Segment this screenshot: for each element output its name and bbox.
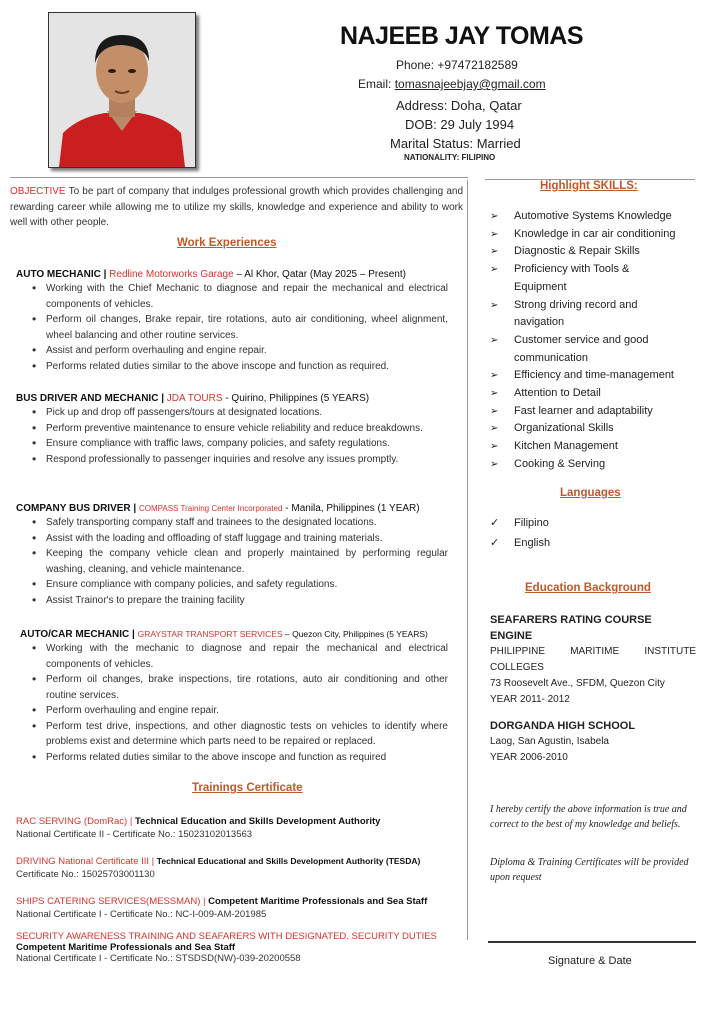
job-bullets (20, 641, 448, 765)
list-item: ➢ Automotive Systems Knowledge (490, 208, 700, 226)
objective-label: OBJECTIVE (10, 186, 66, 197)
skills-title: Highlight SKILLS: (540, 180, 638, 192)
list-item: • Working with the mechanic to diagnose and repair the mechanical and electrical components of vehicles. (32, 641, 448, 672)
list-item: ➢ Cooking & Serving (490, 456, 700, 474)
school-name: DORGANDA HIGH SCHOOL (490, 720, 636, 732)
diploma-note: Diploma & Training Certificates will be provided upon request (490, 857, 689, 883)
training-4: SECURITY AWARENESS TRAINING AND SEAFARERS WITH DESIGNATED. SECURITY DUTIES Competent Maritime Professionals and Sea Staff National Certificate I - Certificate No.: STSDSD(NW)-039-20200558 (16, 931, 437, 964)
list-item: ➢ Strong driving record and navigation (490, 297, 664, 332)
school-name: SEAFARERS RATING COURSE ENGINE (490, 614, 652, 642)
candidate-name: NAJEEB JAY TOMAS (340, 22, 584, 50)
job-title: AUTO MECHANIC | Redline Motorworks Garage – Al Khor, Qatar (May 2025 – Present) (16, 269, 406, 280)
list-item: ➢ Customer service and good communication (490, 332, 674, 367)
job-title: AUTO/CAR MECHANIC | GRAYSTAR TRANSPORT SERVICES – Quezon City, Philippines (5 YEARS) (20, 629, 428, 640)
profile-photo (48, 12, 196, 168)
training-1: RAC SERVING (DomRac) | Technical Education and Skills Development Authority National Certificate II - Certificate No.: 15023102013563 (16, 816, 381, 840)
email-label: Email: (358, 77, 395, 91)
column-divider (467, 180, 468, 940)
list-item: • Ensure compliance with company policies, and safety regulations. (32, 577, 448, 593)
list-item: • Perform oil changes, brake inspections, tire rotations, auto air conditioning and other routine services. (32, 672, 448, 703)
list-item: ➢ Kitchen Management (490, 438, 700, 456)
list-item: • Performs related duties similar to the above inscope and function as required (32, 750, 448, 766)
job-1 (16, 269, 448, 374)
list-item: ➢ Attention to Detail (490, 385, 700, 403)
list-item: ➢ Knowledge in car air conditioning (490, 226, 700, 244)
training-3: SHIPS CATERING SERVICES(MESSMAN) | Competent Maritime Professionals and Sea Staff National Certificate I - Certificate No.: NC-I-009-AM-201985 (16, 896, 428, 920)
objective (10, 184, 463, 231)
work-experiences-title: Work Experiences (177, 237, 277, 249)
signature-line (488, 941, 696, 943)
list-item: • Assist with the loading and offloading of staff luggage and training materials. (32, 531, 448, 547)
list-item: • Perform preventive maintenance to ensure vehicle reliability and reduce breakdowns. (32, 421, 448, 437)
list-item: • Assist and perform overhauling and engine repair. (32, 343, 448, 359)
list-item: ➢ Diagnostic & Repair Skills (490, 243, 700, 261)
job-bullets (16, 515, 448, 608)
marital-status: Marital Status: Married (390, 136, 521, 151)
nationality: NATIONALITY: FILIPINO (404, 153, 496, 162)
languages-title: Languages (560, 487, 621, 499)
education-2: DORGANDA HIGH SCHOOL Laog, San Agustin, Isabela YEAR 2006-2010 (490, 718, 696, 766)
list-item: • Working with the Chief Mechanic to diagnose and repair the mechanical and electrical components of vehicles. (32, 281, 448, 312)
list-item: • Pick up and drop off passengers/tours at designated locations. (32, 405, 448, 421)
list-item: • Assist Trainor's to prepare the training facility (32, 593, 448, 609)
list-item: ➢ Fast learner and adaptability (490, 403, 700, 421)
list-item: • Perform oil changes, Brake repair, tire rotations, auto air conditioning, wheel alignment, wheel balancing and other routine services. (32, 312, 448, 343)
list-item: ✓ English (490, 533, 690, 553)
list-item: • Safely transporting company staff and trainees to the designated locations. (32, 515, 448, 531)
list-item: • Keeping the company vehicle clean and properly maintained by performing regular washing, cleaning, and vehicle maintenance. (32, 546, 448, 577)
job-bullets (16, 405, 448, 467)
list-item: ➢ Proficiency with Tools & Equipment (490, 261, 654, 296)
job-3 (16, 503, 448, 608)
email-row (358, 77, 546, 91)
address: Address: Doha, Qatar (396, 98, 522, 113)
list-item: • Perform test drive, inspections, and other diagnostic tests on vehicles to identify where problems exist and determine which parts need to be repaired or replaced. (32, 719, 448, 750)
job-bullets (16, 281, 448, 374)
list-item: • Perform overhauling and engine repair. (32, 703, 448, 719)
list-item: • Ensure compliance with traffic laws, company policies, and safety regulations. (32, 436, 448, 452)
phone: Phone: +97472182589 (396, 58, 518, 72)
job-title: BUS DRIVER AND MECHANIC | JDA TOURS - Quirino, Philippines (5 YEARS) (16, 393, 370, 404)
list-item: • Respond professionally to passenger inquiries and resolve any issues promptly. (32, 452, 448, 468)
list-item: ➢ Efficiency and time-management (490, 367, 700, 385)
objective-text: To be part of company that indulges professional growth which provides challenging and rewarding career while allowing me to utilize my skills, knowledge and experience and ability to work well with other people. (10, 186, 463, 228)
signature-label: Signature & Date (548, 955, 632, 967)
job-2 (16, 393, 448, 467)
trainings-title: Trainings Certificate (192, 782, 303, 794)
languages-list (490, 513, 690, 553)
list-item: ➢ Organizational Skills (490, 420, 700, 438)
list-item: • Performs related duties similar to the above inscope and function as required. (32, 359, 448, 375)
header-divider (10, 177, 468, 178)
job-4 (20, 629, 448, 765)
job-title: COMPANY BUS DRIVER | COMPASS Training Center Incorporated - Manila, Philippines (1 YEAR) (16, 503, 420, 514)
person-portrait-icon (49, 13, 195, 167)
dob: DOB: 29 July 1994 (405, 117, 515, 132)
skills-list (490, 208, 700, 474)
education-1: SEAFARERS RATING COURSE ENGINE PHILIPPINE MARITIME INSTITUTE COLLEGES 73 Roosevelt Ave., SFDM, Quezon City YEAR 2011- 2012 (490, 614, 696, 705)
email-link[interactable]: tomasnajeebjay@gmail.com (394, 77, 546, 91)
certification-statement: I hereby certify the above information is true and correct to the best of my knowledge and beliefs. (490, 804, 687, 830)
education-title: Education Background (525, 582, 651, 594)
list-item: ✓ Filipino (490, 513, 690, 533)
training-2: DRIVING National Certificate III | Technical Educational and Skills Development Authority (TESDA) Certificate No.: 15025703001130 (16, 856, 421, 880)
